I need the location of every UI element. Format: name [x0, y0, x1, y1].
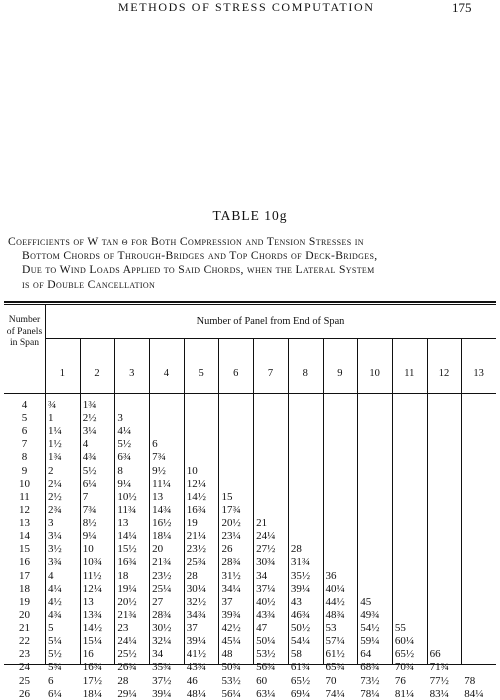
column-header: 1 — [59, 368, 65, 379]
table-cell: 48¼ — [186, 687, 207, 700]
column-divider — [288, 338, 289, 664]
table-cell: 37 — [186, 622, 198, 635]
table-cell: 48 — [221, 648, 233, 661]
row-label: 11 — [19, 490, 30, 503]
row-label: 5 — [21, 412, 28, 425]
table-cell: 6¼ — [48, 687, 62, 700]
table-cell: 35¾ — [152, 661, 172, 674]
table-cell: 84¼ — [464, 687, 484, 700]
table-cell: 69¼ — [290, 687, 311, 700]
column-divider — [461, 338, 462, 664]
table-cell: 66 — [429, 648, 441, 661]
row-label: 26 — [19, 687, 30, 700]
table-cell: 3¾ — [48, 556, 62, 569]
table-cell: 23¼ — [221, 530, 241, 543]
table-cell: 61¾ — [290, 661, 311, 674]
table-cell: 21¾ — [117, 608, 137, 621]
table-cell: 49¾ — [360, 608, 380, 621]
table-cell: 63¼ — [256, 687, 276, 700]
table-cell: 5¾ — [48, 661, 62, 674]
table-cell: 20½ — [117, 595, 137, 608]
row-label: 7 — [21, 438, 28, 451]
table-cell: 55 — [394, 622, 406, 635]
table-cell: 50½ — [290, 622, 311, 635]
table-cell: 21¼ — [186, 530, 207, 543]
row-label: 6 — [21, 425, 28, 438]
table-cell: 83¼ — [429, 687, 449, 700]
table-rule — [4, 393, 496, 394]
table-cell: 45 — [360, 595, 372, 608]
table-cell: 24¼ — [117, 635, 137, 648]
table-cell: 1¾ — [48, 451, 62, 464]
table-cell: 6¾ — [117, 451, 132, 464]
row-label: 20 — [19, 608, 30, 621]
column-divider — [392, 338, 393, 664]
table-cell: 50¼ — [256, 635, 276, 648]
table-cell: 9¼ — [82, 530, 97, 543]
table-cell: 14¼ — [117, 530, 137, 543]
table-cell: 8 — [117, 464, 123, 477]
table-cell: ¾ — [48, 399, 57, 411]
table-cell: 34¼ — [221, 582, 241, 595]
table-cell: 14½ — [186, 490, 207, 503]
table-cell: 40¼ — [325, 582, 345, 595]
table-cell: 43¾ — [186, 661, 207, 674]
row-label: 12 — [19, 503, 30, 516]
table-rule — [45, 338, 496, 339]
page-number: 175 — [452, 0, 472, 15]
table-cell: 3¼ — [82, 425, 97, 438]
table-cell: 53½ — [221, 674, 241, 687]
table-cell: 4 — [82, 438, 89, 451]
table-cell: 50¾ — [221, 661, 241, 674]
table-cell: 34 — [152, 648, 164, 661]
table-cell: 18 — [117, 569, 129, 582]
caption-line: Due to Wind Loads Applied to Said Chords, when the Lateral System — [22, 263, 375, 277]
table-cell: 41½ — [186, 648, 207, 661]
table-cell: 3¼ — [48, 530, 62, 543]
caption-line: is of Double Cancellation — [22, 277, 156, 291]
table-rule — [4, 304, 496, 305]
table-title: TABLE 10g — [212, 208, 288, 223]
column-header: 7 — [267, 368, 274, 379]
table-cell: 10 — [186, 464, 198, 477]
table-cell: 65¾ — [325, 661, 345, 674]
table-cell: 25¾ — [186, 556, 207, 569]
column-divider — [253, 338, 254, 664]
table-cell: 54½ — [360, 622, 380, 635]
table-cell: 78 — [464, 674, 476, 687]
table-cell: 4½ — [48, 595, 62, 608]
table-cell: 28 — [290, 543, 302, 556]
table-cell: 18¼ — [152, 530, 172, 543]
table-cell: 56¼ — [221, 687, 241, 700]
column-divider — [357, 338, 358, 664]
table-cell: 53 — [325, 622, 337, 635]
caption-line: Coefficients of W tan θ for Both Compression and Tension Stresses in — [8, 235, 364, 248]
table-cell: 9½ — [152, 464, 166, 477]
table-cell: 11½ — [82, 569, 102, 582]
table-cell: 47 — [256, 622, 268, 635]
table-cell: 2½ — [48, 490, 62, 503]
column-header: 11 — [404, 368, 415, 379]
table-cell: 2¾ — [48, 503, 62, 516]
table-cell: 27 — [152, 595, 164, 608]
row-label: 14 — [19, 530, 30, 543]
table-cell: 19 — [186, 517, 198, 530]
table-cell: 28 — [186, 569, 198, 582]
table-rule — [4, 664, 496, 665]
table-cell: 16¾ — [117, 556, 137, 569]
column-header: 12 — [438, 368, 450, 379]
table-cell: 13¾ — [82, 608, 102, 621]
table-cell: 24¼ — [256, 530, 276, 543]
table-cell: 42½ — [221, 622, 241, 635]
table-cell: 56¾ — [256, 661, 276, 674]
row-label: 25 — [19, 674, 30, 687]
table-cell: 13 — [117, 517, 129, 530]
row-label: 8 — [21, 451, 28, 464]
row-label: 13 — [19, 517, 30, 530]
table-cell: 9¼ — [117, 477, 132, 490]
table-cell: 39¼ — [152, 687, 172, 700]
table-cell: 77½ — [429, 674, 449, 687]
table-cell: 21¾ — [152, 556, 172, 569]
table-cell: 25¼ — [152, 582, 172, 595]
table-cell: 61½ — [325, 648, 345, 661]
table-cell: 45¼ — [221, 635, 241, 648]
column-header: 9 — [337, 368, 343, 379]
table-cell: 60¼ — [394, 635, 415, 648]
table-cell: 23 — [117, 622, 129, 635]
table-cell: 2¼ — [48, 477, 62, 490]
row-label: 17 — [19, 569, 30, 582]
table-cell: 32½ — [186, 595, 207, 608]
table-cell: 65½ — [290, 674, 311, 687]
table-cell: 76 — [394, 674, 406, 687]
table-cell: 43¾ — [256, 608, 276, 621]
table-cell: 36 — [325, 569, 337, 582]
table-cell: 23½ — [152, 569, 172, 582]
table-cell: 44½ — [325, 595, 345, 608]
row-label: 18 — [19, 582, 30, 595]
row-label: 22 — [19, 635, 30, 648]
table-cell: 15½ — [117, 543, 137, 556]
table-cell: 2 — [48, 464, 54, 477]
table-cell: 11¼ — [152, 477, 171, 490]
table-cell: 7¾ — [152, 451, 166, 464]
table-cell: 26¾ — [117, 661, 137, 674]
column-header: 6 — [233, 368, 239, 379]
row-label: 24 — [19, 661, 30, 674]
row-label: 19 — [19, 595, 30, 608]
table-cell: 3 — [48, 517, 54, 530]
table-cell: 4¾ — [48, 608, 62, 621]
table-cell: 6 — [48, 674, 54, 687]
table-cell: 74¼ — [325, 687, 345, 700]
table-cell: 3 — [117, 412, 123, 425]
row-label: 15 — [19, 543, 30, 556]
table-cell: 16¾ — [186, 503, 207, 516]
table-cell: 57¼ — [325, 635, 345, 648]
table-cell: 4 — [48, 569, 54, 582]
table-cell: 31½ — [221, 569, 241, 582]
column-divider — [184, 338, 185, 664]
table-cell: 16¾ — [82, 661, 102, 674]
table-cell: 5½ — [48, 648, 62, 661]
table-cell: 53½ — [256, 648, 276, 661]
table-cell: 5 — [48, 622, 54, 635]
table-cell: 14½ — [82, 622, 102, 635]
column-divider — [218, 338, 219, 664]
table-cell: 10¾ — [82, 556, 102, 569]
row-label: 16 — [19, 556, 30, 569]
table-cell: 15 — [221, 490, 233, 503]
table-cell: 12¼ — [186, 477, 207, 490]
table-cell: 1 — [48, 412, 54, 425]
table-cell: 30¾ — [256, 556, 276, 569]
table-cell: 78¼ — [360, 687, 380, 700]
table-cell: 64 — [360, 648, 372, 661]
row-header: Number of Panels in Span — [6, 314, 43, 348]
row-label: 10 — [19, 477, 30, 490]
table-cell: 29¼ — [117, 687, 137, 700]
table-cell: 12¼ — [82, 582, 102, 595]
column-divider — [45, 304, 46, 664]
table-cell: 19¼ — [117, 582, 137, 595]
column-group-header: Number of Panel from End of Span — [196, 316, 345, 327]
table-cell: 70 — [325, 674, 337, 687]
table-cell: 58 — [290, 648, 302, 661]
table-cell: 10 — [82, 543, 94, 556]
table-cell: 34 — [256, 569, 268, 582]
table-cell: 25½ — [117, 648, 137, 661]
table-cell: 30½ — [152, 622, 172, 635]
table-cell: 40½ — [256, 595, 276, 608]
table-cell: 39¼ — [186, 635, 207, 648]
row-label: 23 — [19, 648, 30, 661]
table-cell: 1¾ — [82, 399, 97, 411]
column-header: 5 — [198, 368, 204, 379]
table-cell: 35½ — [290, 569, 311, 582]
table-cell: 70¾ — [394, 661, 415, 674]
table-cell: 37 — [221, 595, 233, 608]
table-cell: 2½ — [82, 412, 97, 425]
table-cell: 1½ — [48, 438, 62, 451]
table-cell: 17¾ — [221, 503, 241, 516]
row-label: 4 — [21, 399, 28, 411]
table-cell: 6¼ — [82, 477, 97, 490]
table-cell: 23½ — [186, 543, 207, 556]
table-cell: 81¼ — [394, 687, 415, 700]
table-cell: 4¼ — [117, 425, 132, 438]
table-cell: 71¾ — [429, 661, 449, 674]
table-cell: 5½ — [82, 464, 97, 477]
table-cell: 20½ — [221, 517, 241, 530]
row-label: 9 — [21, 464, 28, 477]
table-cell: 16 — [82, 648, 94, 661]
column-header: 8 — [302, 368, 308, 379]
running-title: METHODS OF STRESS COMPUTATION — [118, 0, 375, 14]
column-divider — [149, 338, 150, 664]
table-cell: 26 — [221, 543, 233, 556]
table-cell: 37¼ — [256, 582, 276, 595]
table-cell: 4¾ — [82, 451, 97, 464]
table-cell: 8½ — [82, 517, 97, 530]
table-cell: 14¾ — [152, 503, 172, 516]
table-cell: 5½ — [117, 438, 132, 451]
table-cell: 17½ — [82, 674, 102, 687]
table-cell: 21 — [256, 517, 268, 530]
table-cell: 28 — [117, 674, 129, 687]
table-cell: 15¼ — [82, 635, 102, 648]
table-cell: 7¾ — [82, 503, 97, 516]
table-cell: 18¼ — [82, 687, 102, 700]
column-header: 2 — [94, 368, 100, 379]
table-cell: 39¾ — [221, 608, 241, 621]
table-cell: 46 — [186, 674, 198, 687]
table-cell: 5¼ — [48, 635, 62, 648]
column-divider — [114, 338, 115, 664]
table-cell: 48¾ — [325, 608, 345, 621]
table-cell: 73½ — [360, 674, 380, 687]
table-cell: 7 — [82, 490, 89, 503]
table-cell: 46¾ — [290, 608, 311, 621]
table-cell: 39¼ — [290, 582, 311, 595]
column-divider — [323, 338, 324, 664]
table-rule — [4, 301, 496, 303]
table-cell: 43 — [290, 595, 302, 608]
row-label: 21 — [19, 622, 30, 635]
table-cell: 32¼ — [152, 635, 172, 648]
table-cell: 13 — [152, 490, 164, 503]
table-caption — [8, 235, 496, 292]
column-divider — [80, 338, 81, 664]
table-cell: 28¾ — [152, 608, 172, 621]
table-cell: 3½ — [48, 543, 62, 556]
table-cell: 31¾ — [290, 556, 311, 569]
table-cell: 4¼ — [48, 582, 62, 595]
table-cell: 37½ — [152, 674, 172, 687]
column-divider — [427, 338, 428, 664]
table-cell: 10½ — [117, 490, 137, 503]
column-header: 10 — [369, 368, 380, 379]
table-cell: 68¾ — [360, 661, 380, 674]
caption-line: Bottom Chords of Through-Bridges and Top Chords of Deck-Bridges, — [22, 249, 378, 263]
table-cell: 54¼ — [290, 635, 311, 648]
table-cell: 60 — [256, 674, 268, 687]
table-cell: 27½ — [256, 543, 276, 556]
table-cell: 13 — [82, 595, 94, 608]
table-cell: 34¾ — [186, 608, 207, 621]
table-cell: 6 — [152, 438, 158, 451]
column-header: 4 — [163, 368, 170, 379]
table-cell: 59¼ — [360, 635, 380, 648]
table-cell: 28¾ — [221, 556, 241, 569]
column-header: 13 — [473, 368, 484, 379]
page-header — [0, 0, 500, 18]
table-cell: 1¼ — [48, 425, 62, 438]
table-cell: 16½ — [152, 517, 172, 530]
table-cell: 65½ — [394, 648, 415, 661]
table-cell: 30¼ — [186, 582, 207, 595]
table-cell: 11¾ — [117, 503, 137, 516]
table-cell: 20 — [152, 543, 164, 556]
column-header: 3 — [129, 368, 135, 379]
